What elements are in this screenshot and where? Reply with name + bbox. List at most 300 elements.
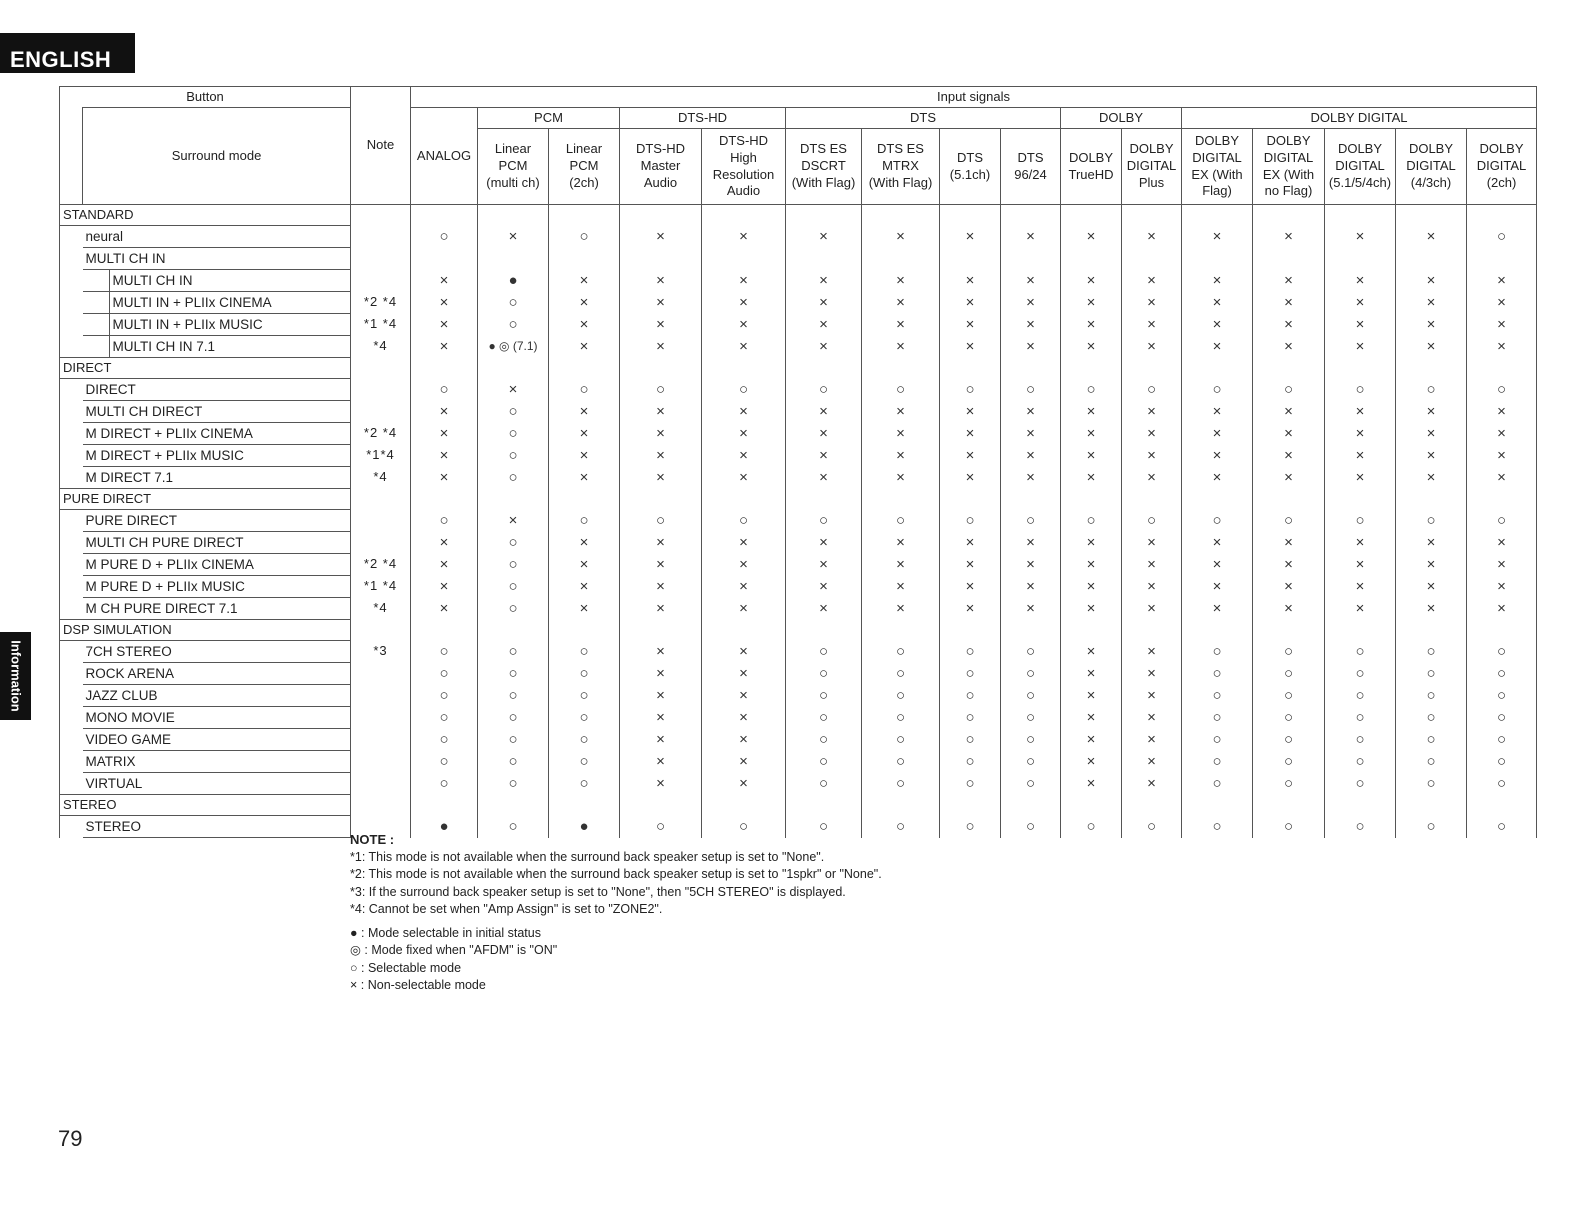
support-symbol: × <box>1253 467 1325 489</box>
mode-label: VIRTUAL <box>85 776 143 791</box>
column-header <box>1325 129 1396 205</box>
note-cell <box>351 489 411 510</box>
support-symbol: × <box>1253 576 1325 598</box>
support-symbol: ○ <box>862 729 940 751</box>
support-symbol: ○ <box>549 510 620 532</box>
support-symbol: ○ <box>411 685 478 707</box>
support-symbol: ○ <box>1001 707 1061 729</box>
indent-gutter <box>60 467 83 489</box>
support-symbol <box>862 248 940 270</box>
support-symbol: × <box>1061 554 1122 576</box>
empty-cell <box>1467 620 1537 641</box>
column-header-line: High <box>730 149 757 165</box>
support-symbol: ○ <box>786 773 862 795</box>
empty-cell <box>411 620 478 641</box>
support-symbol: ○ <box>1061 816 1122 838</box>
side-tab-label: Information <box>8 640 23 712</box>
support-symbol: × <box>1325 314 1396 336</box>
column-header <box>1122 129 1182 205</box>
empty-cell <box>1061 358 1122 379</box>
support-symbol: ○ <box>940 510 1001 532</box>
empty-cell <box>1467 489 1537 510</box>
support-symbol: ○ <box>478 554 549 576</box>
support-symbol: ○ <box>1061 379 1122 401</box>
mode-label-cell <box>83 379 351 401</box>
support-symbol: × <box>1061 226 1122 248</box>
support-symbol: × <box>702 314 786 336</box>
note-cell: *2 *4 <box>351 423 411 445</box>
surround-mode-header: Surround mode <box>83 108 351 205</box>
support-symbol: × <box>1396 336 1467 358</box>
support-symbol: × <box>620 663 702 685</box>
column-header-line: DOLBY <box>1266 132 1311 148</box>
support-symbol: ○ <box>940 729 1001 751</box>
support-symbol: × <box>786 226 862 248</box>
support-symbol: × <box>702 663 786 685</box>
support-symbol: ○ <box>549 663 620 685</box>
support-symbol: × <box>411 336 478 358</box>
indent-gutter <box>60 532 83 554</box>
support-symbol: ○ <box>1325 707 1396 729</box>
empty-cell <box>1001 205 1061 226</box>
support-symbol: ● ◎ (7.1) <box>478 336 549 358</box>
indent-gutter <box>60 336 83 358</box>
column-header <box>1182 129 1253 205</box>
support-symbol: × <box>1061 663 1122 685</box>
indent-gutter <box>60 423 83 445</box>
support-symbol: × <box>702 445 786 467</box>
support-symbol: × <box>862 598 940 620</box>
support-symbol <box>1253 248 1325 270</box>
support-symbol: × <box>1001 532 1061 554</box>
mode-label-cell <box>83 816 351 838</box>
column-header-line: (5.1ch) <box>949 166 991 182</box>
support-symbol: ○ <box>786 663 862 685</box>
support-symbol: × <box>1396 467 1467 489</box>
empty-cell <box>1061 795 1122 816</box>
support-symbol: ○ <box>1325 751 1396 773</box>
column-header-line: DOLBY <box>1479 141 1524 157</box>
support-symbol: ○ <box>478 423 549 445</box>
support-symbol: × <box>862 576 940 598</box>
mode-label: M DIRECT + PLIIx CINEMA <box>85 426 253 441</box>
support-symbol: ○ <box>862 816 940 838</box>
support-symbol: ○ <box>940 773 1001 795</box>
column-header <box>862 129 940 205</box>
mode-label-cell <box>83 510 351 532</box>
support-symbol: × <box>1001 576 1061 598</box>
support-symbol: × <box>702 773 786 795</box>
support-symbol: × <box>940 467 1001 489</box>
support-symbol: × <box>1467 270 1537 292</box>
group-header-dolby: DOLBY <box>1061 108 1182 129</box>
column-header <box>620 129 702 205</box>
support-symbol: × <box>1253 336 1325 358</box>
support-symbol: × <box>411 401 478 423</box>
support-symbol: × <box>786 467 862 489</box>
support-symbol <box>786 248 862 270</box>
column-header <box>1467 129 1537 205</box>
support-symbol: × <box>1467 314 1537 336</box>
empty-cell <box>1061 620 1122 641</box>
support-symbol: ○ <box>1253 751 1325 773</box>
support-symbol: ○ <box>862 641 940 663</box>
support-symbol: × <box>940 554 1001 576</box>
support-symbol: ○ <box>1001 816 1061 838</box>
support-symbol: ○ <box>862 379 940 401</box>
support-symbol: ○ <box>1325 663 1396 685</box>
empty-cell <box>549 358 620 379</box>
mode-label-cell <box>83 314 351 336</box>
empty-cell <box>1396 205 1467 226</box>
support-symbol: ○ <box>786 707 862 729</box>
column-header-line: DTS-HD <box>718 132 769 148</box>
note-cell: *2 *4 <box>351 554 411 576</box>
support-symbol: × <box>862 532 940 554</box>
support-symbol: ○ <box>1396 751 1467 773</box>
support-symbol: × <box>620 576 702 598</box>
support-symbol: ○ <box>1467 816 1537 838</box>
support-symbol: × <box>1182 445 1253 467</box>
mode-label: MULTI CH IN <box>112 273 193 288</box>
column-header-line: DIGITAL <box>1406 158 1456 174</box>
support-symbol: × <box>549 467 620 489</box>
support-symbol: × <box>1001 467 1061 489</box>
mode-label-cell <box>83 248 351 270</box>
support-symbol: ○ <box>549 226 620 248</box>
support-symbol: × <box>549 532 620 554</box>
indent-gutter <box>60 685 83 707</box>
support-symbol: ○ <box>478 292 549 314</box>
support-symbol: ○ <box>862 510 940 532</box>
legend-item: ◎ : Mode fixed when "AFDM" is "ON" <box>350 943 558 957</box>
support-symbol: × <box>1122 226 1182 248</box>
column-header-line: (With Flag) <box>868 174 933 190</box>
note-cell <box>351 751 411 773</box>
support-symbol: × <box>862 270 940 292</box>
column-header <box>478 129 549 205</box>
empty-cell <box>1396 358 1467 379</box>
support-symbol: ○ <box>478 663 549 685</box>
support-symbol: × <box>411 467 478 489</box>
indent-gutter <box>60 598 83 620</box>
support-symbol: ○ <box>1001 729 1061 751</box>
empty-cell <box>549 489 620 510</box>
support-symbol: × <box>1182 423 1253 445</box>
mode-label-cell <box>83 663 351 685</box>
support-symbol: ○ <box>478 685 549 707</box>
mode-label-cell <box>83 336 351 358</box>
mode-label: neural <box>85 229 124 244</box>
support-symbol: ○ <box>411 510 478 532</box>
empty-cell <box>1122 620 1182 641</box>
note-cell <box>351 358 411 379</box>
support-symbol: × <box>1061 729 1122 751</box>
support-symbol: ○ <box>411 379 478 401</box>
indent-gutter <box>60 248 83 270</box>
button-header-gutter <box>60 108 83 205</box>
column-header-line: Plus <box>1138 174 1165 190</box>
support-symbol: × <box>940 576 1001 598</box>
support-symbol <box>1182 248 1253 270</box>
mode-label-cell <box>83 401 351 423</box>
empty-cell <box>478 358 549 379</box>
surround-mode-table <box>59 86 1537 838</box>
mode-label: MULTI IN + PLIIx MUSIC <box>112 317 263 332</box>
support-symbol: ○ <box>1467 729 1537 751</box>
support-symbol: ○ <box>1001 379 1061 401</box>
support-symbol: ○ <box>1182 641 1253 663</box>
support-symbol: ○ <box>478 729 549 751</box>
support-symbol: × <box>1396 554 1467 576</box>
support-symbol: × <box>1122 641 1182 663</box>
support-symbol: × <box>1467 467 1537 489</box>
support-symbol: × <box>411 423 478 445</box>
mode-label: M PURE D + PLIIx CINEMA <box>85 557 254 572</box>
empty-cell <box>1325 489 1396 510</box>
column-header <box>1001 129 1061 205</box>
indent-gutter <box>60 554 83 576</box>
support-symbol: × <box>786 598 862 620</box>
empty-cell <box>786 205 862 226</box>
note-cell <box>351 707 411 729</box>
support-symbol: ○ <box>478 751 549 773</box>
support-symbol: × <box>1061 685 1122 707</box>
support-symbol: × <box>1325 423 1396 445</box>
support-symbol: × <box>940 336 1001 358</box>
support-symbol: ○ <box>1253 379 1325 401</box>
support-symbol: ○ <box>1182 379 1253 401</box>
support-symbol: × <box>862 423 940 445</box>
section-label: STANDARD <box>60 205 351 226</box>
indent-gutter <box>60 314 83 336</box>
support-symbol: × <box>702 554 786 576</box>
support-symbol <box>620 248 702 270</box>
group-header-dts: DTS <box>786 108 1061 129</box>
support-symbol: × <box>702 685 786 707</box>
column-header-line: DTS ES <box>800 141 847 157</box>
section-label: DSP SIMULATION <box>60 620 351 641</box>
support-symbol: × <box>620 773 702 795</box>
empty-cell <box>620 795 702 816</box>
note-cell: *4 <box>351 598 411 620</box>
column-header-line: DOLBY <box>1068 149 1114 165</box>
support-symbol: × <box>1001 226 1061 248</box>
support-symbol: × <box>478 226 549 248</box>
support-symbol: × <box>1061 401 1122 423</box>
column-header-line: EX (With <box>1191 166 1243 182</box>
empty-cell <box>1253 205 1325 226</box>
support-symbol: × <box>940 314 1001 336</box>
section-label: DIRECT <box>60 358 351 379</box>
support-symbol: × <box>1182 554 1253 576</box>
column-header-line: DIGITAL <box>1192 149 1242 165</box>
support-symbol: × <box>549 336 620 358</box>
support-symbol: × <box>1061 336 1122 358</box>
empty-cell <box>1253 620 1325 641</box>
support-symbol: × <box>1325 292 1396 314</box>
empty-cell <box>1467 205 1537 226</box>
support-symbol: × <box>702 226 786 248</box>
support-symbol: × <box>940 270 1001 292</box>
support-symbol: × <box>620 270 702 292</box>
support-symbol: ○ <box>1325 510 1396 532</box>
support-symbol: ○ <box>1253 729 1325 751</box>
mode-label-cell <box>83 598 351 620</box>
empty-cell <box>940 205 1001 226</box>
support-symbol: ○ <box>1325 729 1396 751</box>
support-symbol: × <box>1061 467 1122 489</box>
support-symbol: × <box>1122 423 1182 445</box>
support-symbol <box>1467 248 1537 270</box>
mode-label: MULTI CH IN <box>85 251 166 266</box>
support-symbol: ○ <box>478 641 549 663</box>
support-symbol: × <box>411 576 478 598</box>
empty-cell <box>478 489 549 510</box>
support-symbol: ○ <box>549 729 620 751</box>
note-cell <box>351 795 411 816</box>
mode-label: M PURE D + PLIIx MUSIC <box>85 579 245 594</box>
support-symbol: × <box>1122 554 1182 576</box>
empty-cell <box>1396 489 1467 510</box>
support-symbol: × <box>1325 598 1396 620</box>
support-symbol: × <box>1061 314 1122 336</box>
support-symbol: × <box>549 445 620 467</box>
group-header-dts-hd: DTS-HD <box>620 108 786 129</box>
support-symbol: × <box>549 554 620 576</box>
empty-cell <box>411 489 478 510</box>
mode-label: M CH PURE DIRECT 7.1 <box>85 601 238 616</box>
empty-cell <box>1467 795 1537 816</box>
column-header-line: DIGITAL <box>1335 158 1385 174</box>
support-symbol: × <box>1001 401 1061 423</box>
support-symbol: ○ <box>549 751 620 773</box>
column-header-line: DIGITAL <box>1126 158 1177 174</box>
support-symbol: × <box>1396 401 1467 423</box>
note-header: Note <box>351 87 411 205</box>
notes-block <box>350 831 882 995</box>
group-header-pcm: PCM <box>478 108 620 129</box>
support-symbol: ○ <box>620 816 702 838</box>
support-symbol: ○ <box>786 510 862 532</box>
support-symbol: × <box>620 598 702 620</box>
support-symbol: × <box>862 401 940 423</box>
support-symbol <box>1122 248 1182 270</box>
support-symbol: × <box>1325 532 1396 554</box>
mode-label: ROCK ARENA <box>85 666 175 681</box>
support-symbol: × <box>1122 292 1182 314</box>
mode-label: M DIRECT + PLIIx MUSIC <box>85 448 244 463</box>
support-symbol: × <box>620 445 702 467</box>
support-symbol: ● <box>411 816 478 838</box>
note-cell <box>351 226 411 248</box>
empty-cell <box>1467 358 1537 379</box>
support-symbol: ○ <box>478 598 549 620</box>
support-symbol: × <box>1122 445 1182 467</box>
support-symbol: ○ <box>1325 685 1396 707</box>
note-cell <box>351 685 411 707</box>
empty-cell <box>1061 489 1122 510</box>
support-symbol: × <box>411 445 478 467</box>
indent-gutter <box>60 401 83 423</box>
support-symbol: ○ <box>1253 510 1325 532</box>
column-header-line: TrueHD <box>1068 166 1114 182</box>
support-symbol: × <box>862 292 940 314</box>
mode-label-cell <box>83 729 351 751</box>
note-cell <box>351 620 411 641</box>
section-side-tab <box>0 632 31 720</box>
analog-header: ANALOG <box>411 108 478 205</box>
support-symbol: ○ <box>940 707 1001 729</box>
support-symbol: ○ <box>549 379 620 401</box>
mode-label: MULTI CH PURE DIRECT <box>85 535 244 550</box>
support-symbol: ○ <box>1396 685 1467 707</box>
column-header-line: Master <box>640 158 681 174</box>
empty-cell <box>786 489 862 510</box>
indent-gutter <box>60 292 83 314</box>
support-symbol: ○ <box>478 445 549 467</box>
indent-gutter <box>60 270 83 292</box>
note-item: *3: If the surround back speaker setup is set to "None", then "5CH STEREO" is displayed. <box>350 884 846 899</box>
support-symbol: × <box>549 292 620 314</box>
support-symbol: ○ <box>1467 379 1537 401</box>
column-header-line: DTS ES <box>877 141 924 157</box>
support-symbol: × <box>1396 598 1467 620</box>
empty-cell <box>1182 358 1253 379</box>
mode-label: JAZZ CLUB <box>85 688 158 703</box>
support-symbol: × <box>1325 467 1396 489</box>
support-symbol: × <box>702 423 786 445</box>
note-cell <box>351 729 411 751</box>
empty-cell <box>549 205 620 226</box>
note-cell <box>351 248 411 270</box>
support-symbol: ○ <box>411 729 478 751</box>
support-symbol: ○ <box>1182 663 1253 685</box>
support-symbol: × <box>702 576 786 598</box>
support-symbol: × <box>786 532 862 554</box>
support-symbol: ○ <box>478 467 549 489</box>
mode-label-cell <box>83 532 351 554</box>
empty-cell <box>1253 795 1325 816</box>
support-symbol: × <box>1325 445 1396 467</box>
support-symbol: × <box>411 314 478 336</box>
mode-label-cell <box>83 576 351 598</box>
support-symbol: × <box>1325 576 1396 598</box>
support-symbol: ○ <box>1396 379 1467 401</box>
support-symbol: × <box>1325 336 1396 358</box>
support-symbol: × <box>620 685 702 707</box>
support-symbol: × <box>1325 554 1396 576</box>
support-symbol: ○ <box>1253 773 1325 795</box>
column-header-line: PCM <box>569 158 599 174</box>
empty-cell <box>940 489 1001 510</box>
support-symbol: ○ <box>702 379 786 401</box>
support-symbol: ○ <box>1061 510 1122 532</box>
support-symbol: × <box>1467 292 1537 314</box>
support-symbol: ○ <box>786 751 862 773</box>
mode-label-cell <box>83 226 351 248</box>
mode-label: VIDEO GAME <box>85 732 172 747</box>
support-symbol: ○ <box>1396 510 1467 532</box>
column-header-line: DOLBY <box>1408 141 1454 157</box>
empty-cell <box>862 358 940 379</box>
support-symbol: × <box>1182 270 1253 292</box>
mode-label: DIRECT <box>85 382 136 397</box>
support-symbol: × <box>1253 532 1325 554</box>
mode-label: PURE DIRECT <box>85 513 178 528</box>
support-symbol: ○ <box>411 226 478 248</box>
support-symbol: × <box>1467 598 1537 620</box>
